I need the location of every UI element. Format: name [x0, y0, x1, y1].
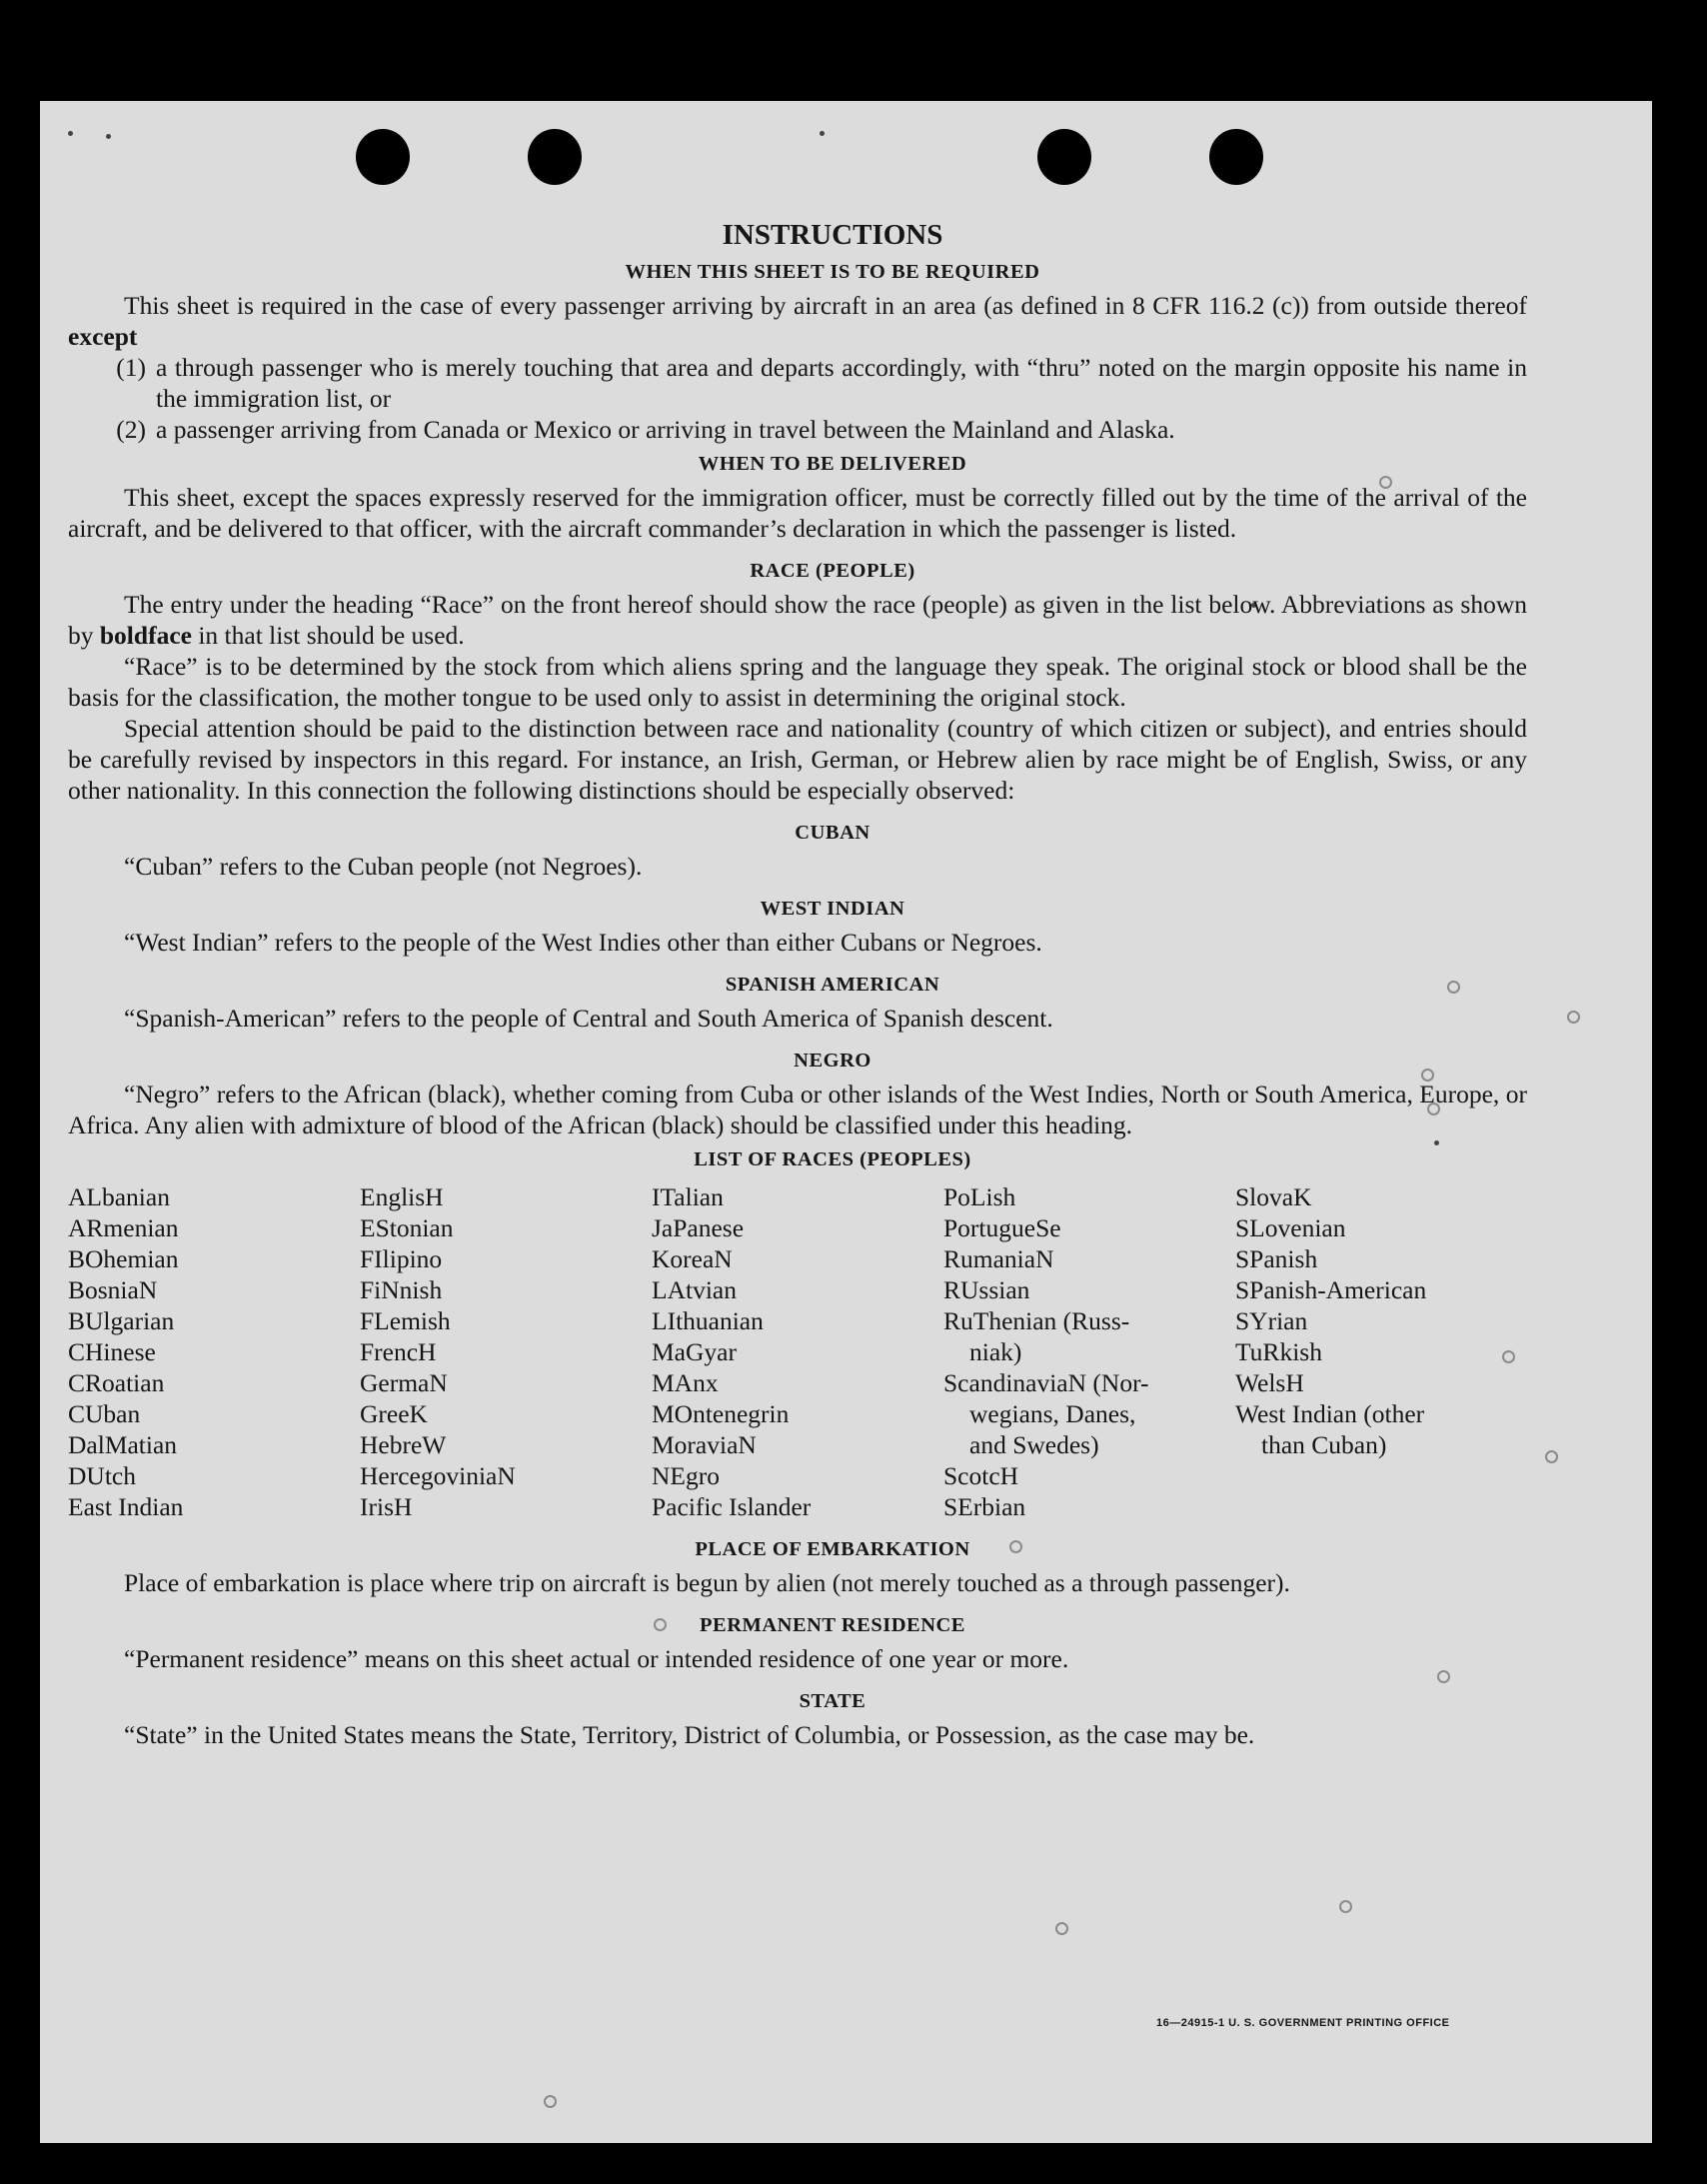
race-entry: KoreaN — [652, 1244, 733, 1273]
race-entry: GermaN — [360, 1368, 448, 1397]
race-entry: niak) — [969, 1337, 1022, 1366]
speck — [1567, 1011, 1580, 1024]
race-entry: FiNnish — [360, 1275, 443, 1304]
item-number: (2) — [116, 415, 146, 444]
races-list — [68, 1181, 1527, 1522]
item-text: a through passenger who is merely touching that area and departs accordingly, with “thru” noted on the margin opposite his name in the immigration list, or — [156, 353, 1527, 413]
required-item — [68, 352, 1527, 414]
west-indian-text: “West Indian” refers to the people of the West Indies other than either Cubans or Negroes. — [124, 928, 1042, 957]
punch-hole — [356, 129, 410, 185]
race-entry: ScandinaviaN (Nor- — [943, 1368, 1149, 1397]
speck — [1339, 1900, 1352, 1913]
races-column — [68, 1181, 360, 1522]
section-heading-race: RACE (PEOPLE) — [750, 560, 915, 582]
race-entry: SYrian — [1235, 1306, 1308, 1335]
race-entry: SPanish-American — [1235, 1275, 1427, 1304]
race-entry: CHinese — [68, 1337, 156, 1366]
section-heading-state: STATE — [799, 1690, 866, 1712]
race-entry: BOhemian — [68, 1244, 179, 1273]
race-entry: ALbanian — [68, 1182, 170, 1211]
section-heading-negro: NEGRO — [794, 1050, 871, 1072]
instructions-body — [68, 220, 1527, 1750]
race-entry: NEgro — [652, 1461, 720, 1490]
section-heading-races-list: LIST OF RACES (PEOPLES) — [694, 1148, 971, 1170]
race-entry: RumaniaN — [943, 1244, 1054, 1273]
race-entry: DalMatian — [68, 1430, 178, 1459]
race-entry: BosniaN — [68, 1275, 158, 1304]
races-column — [1235, 1181, 1527, 1522]
race-entry: LAtvian — [652, 1275, 737, 1304]
section-heading-residence: PERMANENT RESIDENCE — [700, 1614, 965, 1636]
printing-office-code: 16—24915-1 U. S. GOVERNMENT PRINTING OFFICE — [1156, 2017, 1450, 2029]
required-item — [68, 414, 1527, 445]
race-entry: RUssian — [943, 1275, 1030, 1304]
race-entry: FIlipino — [360, 1244, 443, 1273]
section-heading-required: WHEN THIS SHEET IS TO BE REQUIRED — [625, 261, 1040, 283]
races-column — [360, 1181, 652, 1522]
race-entry: HercegoviniaN — [360, 1461, 516, 1490]
race-entry: MAnx — [652, 1368, 719, 1397]
cuban-text: “Cuban” refers to the Cuban people (not Negroes). — [124, 852, 643, 881]
race-entry: GreeK — [360, 1399, 428, 1428]
race-entry: JaPanese — [652, 1213, 745, 1242]
race-entry: BUlgarian — [68, 1306, 175, 1335]
race-entry: EnglisH — [360, 1182, 444, 1211]
race-entry: EStonian — [360, 1213, 454, 1242]
race-entry: East Indian — [68, 1492, 184, 1521]
embarkation-text: Place of embarkation is place where trip on aircraft is begun by alien (not merely touched as a through passenger). — [124, 1568, 1290, 1597]
race-entry: wegians, Danes, — [969, 1399, 1136, 1428]
race-entry: RuThenian (Russ- — [943, 1306, 1130, 1335]
race-entry: TuRkish — [1235, 1337, 1322, 1366]
negro-text: “Negro” refers to the African (black), whether coming from Cuba or other islands of the West Indies, North or South America, Europe, or Africa. Any alien with admixture of blood of the African (black) should be classified under this heading. — [68, 1080, 1527, 1139]
race-entry: HebreW — [360, 1430, 447, 1459]
required-intro: This sheet is required in the case of every passenger arriving by aircraft in an area (as defined in 8 CFR 116.2 (c)) from outside thereof except — [68, 291, 1527, 351]
speck — [106, 134, 111, 139]
race-entry: CRoatian — [68, 1368, 165, 1397]
page-title: INSTRUCTIONS — [722, 219, 943, 251]
speck — [820, 131, 825, 136]
state-text: “State” in the United States means the State, Territory, District of Columbia, or Possession, as the case may be. — [124, 1720, 1255, 1749]
race-entry: WelsH — [1235, 1368, 1304, 1397]
race-entry: MOntenegrin — [652, 1399, 790, 1428]
section-heading-spanish-american: SPANISH AMERICAN — [725, 974, 940, 996]
item-text: a passenger arriving from Canada or Mexico or arriving in travel between the Mainland and Alaska. — [156, 415, 1175, 444]
race-entry: Pacific Islander — [652, 1492, 812, 1521]
race-paragraph-3: Special attention should be paid to the distinction between race and nationality (country of which citizen or subject), and entries should be carefully revised by inspectors in this regard. For instance, an Irish, German, or Hebrew alien by race might be of English, Swiss, or any other nationality. In this connection the following distinctions should be especially observed: — [68, 714, 1527, 805]
race-entry: FrencH — [360, 1337, 437, 1366]
punch-hole — [1209, 129, 1263, 185]
race-entry: DUtch — [68, 1461, 136, 1490]
speck — [68, 131, 73, 136]
race-entry: PoLish — [943, 1182, 1016, 1211]
speck — [1545, 1450, 1558, 1463]
race-entry: SLovenian — [1235, 1213, 1346, 1242]
residence-text: “Permanent residence” means on this sheet actual or intended residence of one year or more. — [124, 1644, 1069, 1673]
punch-hole — [1037, 129, 1091, 185]
race-entry: SPanish — [1235, 1244, 1318, 1273]
race-paragraph-2: “Race” is to be determined by the stock from which aliens spring and the language they speak. The original stock or blood shall be the basis for the classification, the mother tongue to be used only to assist in determining the original stock. — [68, 652, 1527, 712]
section-heading-embarkation: PLACE OF EMBARKATION — [695, 1538, 970, 1560]
race-entry: MaGyar — [652, 1337, 737, 1366]
speck — [1055, 1922, 1068, 1935]
race-entry: PortugueSe — [943, 1213, 1061, 1242]
item-number: (1) — [116, 353, 146, 382]
race-entry: ARmenian — [68, 1213, 179, 1242]
race-entry: CUban — [68, 1399, 141, 1428]
races-column — [652, 1181, 943, 1522]
race-entry: West Indian (other — [1235, 1399, 1425, 1428]
race-entry: MoraviaN — [652, 1430, 757, 1459]
race-entry: LIthuanian — [652, 1306, 764, 1335]
race-entry: than Cuban) — [1261, 1430, 1387, 1459]
spanish-american-text: “Spanish-American” refers to the people of Central and South America of Spanish descent. — [124, 1004, 1053, 1033]
race-entry: SErbian — [943, 1492, 1026, 1521]
section-heading-delivered: WHEN TO BE DELIVERED — [698, 453, 967, 475]
section-heading-west-indian: WEST INDIAN — [760, 898, 905, 920]
race-entry: ITalian — [652, 1182, 724, 1211]
race-entry: ScotcH — [943, 1461, 1019, 1490]
races-column — [943, 1181, 1235, 1522]
race-entry: SlovaK — [1235, 1182, 1312, 1211]
punch-hole — [528, 129, 582, 185]
race-entry: IrisH — [360, 1492, 413, 1521]
race-paragraph-1: The entry under the heading “Race” on the front hereof should show the race (people) as given in the list below. Abbreviations as shown by boldface in that list should be used. — [68, 590, 1527, 650]
section-heading-cuban: CUBAN — [795, 822, 870, 844]
delivered-text: This sheet, except the spaces expressly reserved for the immigration officer, must be correctly filled out by the time of the arrival of the aircraft, and be delivered to that officer, with the aircraft commander’s declaration in which the passenger is listed. — [68, 483, 1527, 543]
race-entry: FLemish — [360, 1306, 451, 1335]
race-entry: and Swedes) — [969, 1430, 1099, 1459]
speck — [544, 2095, 557, 2108]
